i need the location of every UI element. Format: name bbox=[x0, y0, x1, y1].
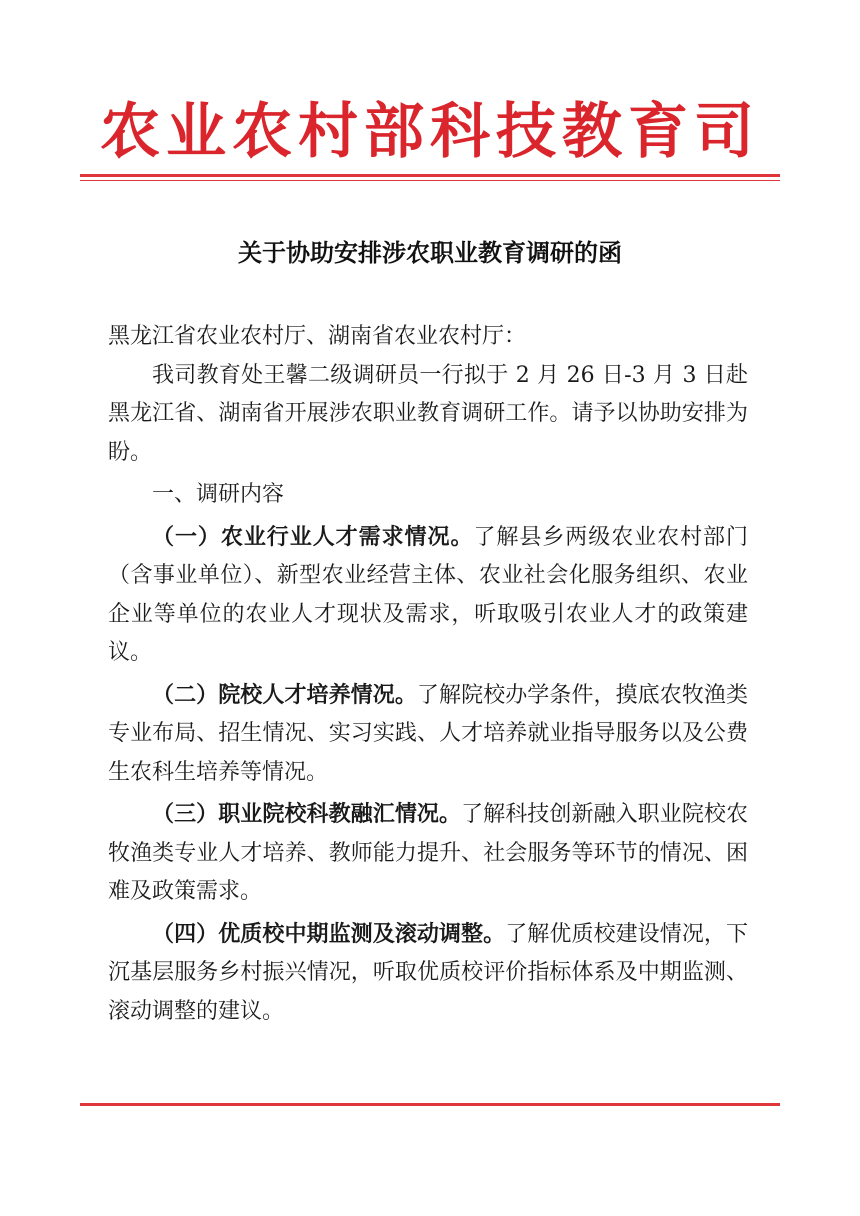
item-lead: （一）农业行业人才需求情况。 bbox=[152, 524, 474, 550]
footer-divider bbox=[80, 1103, 780, 1106]
list-item bbox=[108, 916, 748, 1032]
document-title: 关于协助安排涉农职业教育调研的函 bbox=[238, 239, 622, 267]
header-divider bbox=[80, 174, 780, 181]
item-lead: （二）院校人才培养情况。 bbox=[152, 682, 417, 708]
salutation: 黑龙江省农业农村厅、湖南省农业农村厅： bbox=[108, 324, 527, 349]
item-lead: （四）优质校中期监测及滚动调整。 bbox=[152, 921, 506, 947]
section-heading: 一、调研内容 bbox=[152, 482, 285, 507]
intro-paragraph: 我司教育处王馨二级调研员一行拟于 2 月 26 日-3 月 3 日赴黑龙江省、湖南省开展涉农职业教育调研工作。请予以协助安排为盼。 bbox=[108, 362, 748, 465]
item-text: 了解科技创新融入职业院校农牧渔类专业人才培养、教师能力提升、社会服务等环节的情况、困难及政策需求。 bbox=[108, 802, 748, 904]
list-item bbox=[108, 677, 748, 793]
list-item bbox=[108, 519, 748, 673]
document-body bbox=[108, 318, 748, 1035]
item-lead: （三）职业院校科教融汇情况。 bbox=[152, 802, 462, 827]
item-text: 了解院校办学条件，摸底农牧渔类专业布局、招生情况、实习实践、人才培养就业指导服务以及公费生农科生培养等情况。 bbox=[108, 682, 748, 785]
item-text: 了解优质校建设情况，下沉基层服务乡村振兴情况，听取优质校评价指标体系及中期监测、滚动调整的建议。 bbox=[108, 921, 748, 1024]
item-text: 了解县乡两级农业农村部门（含事业单位）、新型农业经营主体、农业社会化服务组织、农业企业等单位的农业人才现状及需求，听取吸引农业人才的政策建议。 bbox=[108, 524, 748, 665]
list-item bbox=[108, 796, 748, 912]
agency-masthead: 农业农村部科技教育司 bbox=[100, 97, 760, 167]
